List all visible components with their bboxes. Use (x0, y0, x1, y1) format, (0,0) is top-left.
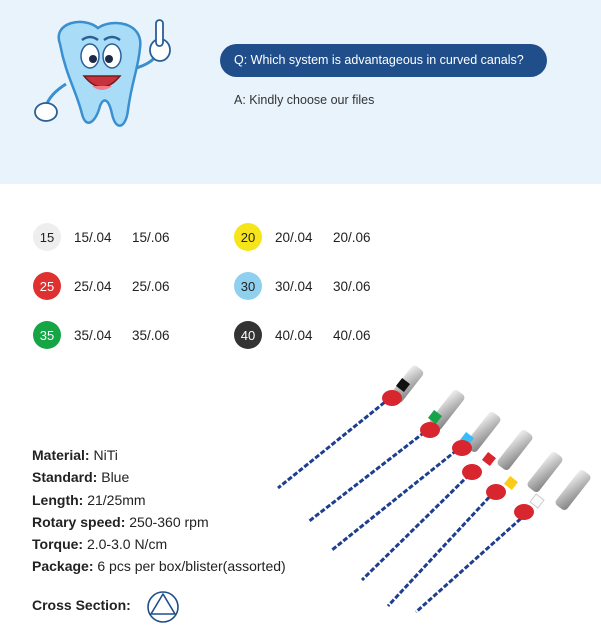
size-badge: 25 (33, 272, 61, 300)
size-spec: 20/.06 (333, 229, 371, 245)
size-row-30 (234, 271, 391, 301)
triangle-in-circle-icon (146, 590, 180, 624)
size-spec: 40/.04 (275, 327, 313, 343)
top-banner (0, 0, 601, 184)
size-row-25 (33, 271, 190, 301)
size-badge: 35 (33, 321, 61, 349)
size-row-40 (234, 320, 391, 350)
spec-material: Material: NiTi (32, 447, 118, 463)
size-row-20 (234, 222, 391, 252)
answer-text: A: Kindly choose our files (234, 93, 375, 107)
specifications (32, 444, 286, 578)
size-spec: 20/.04 (275, 229, 313, 245)
endodontic-files-image (270, 350, 601, 620)
cross-section-label: Cross Section: (32, 597, 131, 613)
size-spec: 30/.04 (275, 278, 313, 294)
size-spec: 35/.06 (132, 327, 170, 343)
spec-length: Length: 21/25mm (32, 491, 146, 508)
size-badge: 15 (33, 223, 61, 251)
size-spec: 25/.06 (132, 278, 170, 294)
size-row-35 (33, 320, 190, 350)
size-spec: 30/.06 (333, 278, 371, 294)
size-badge: 40 (234, 321, 262, 349)
size-badge: 20 (234, 223, 262, 251)
file-blue (332, 410, 502, 550)
size-spec: 15/.04 (74, 229, 112, 245)
file-black (278, 364, 425, 488)
size-spec: 40/.06 (333, 327, 371, 343)
question-pill: Q: Which system is advantageous in curved canals? (220, 44, 547, 77)
spec-torque: Torque: 2.0-3.0 N/cm (32, 536, 168, 553)
size-row-15 (33, 222, 190, 252)
spec-rotary-speed: Rotary speed: 250-360 rpm (32, 513, 209, 530)
spec-package: Package: 6 pcs per box/blister(assorted) (32, 558, 286, 575)
spec-standard: Standard: Blue (32, 469, 130, 486)
size-spec: 35/.04 (74, 327, 112, 343)
tooth-mascot-icon (32, 14, 192, 144)
size-spec: 15/.06 (132, 229, 170, 245)
size-badge: 30 (234, 272, 262, 300)
size-spec: 25/.04 (74, 278, 112, 294)
